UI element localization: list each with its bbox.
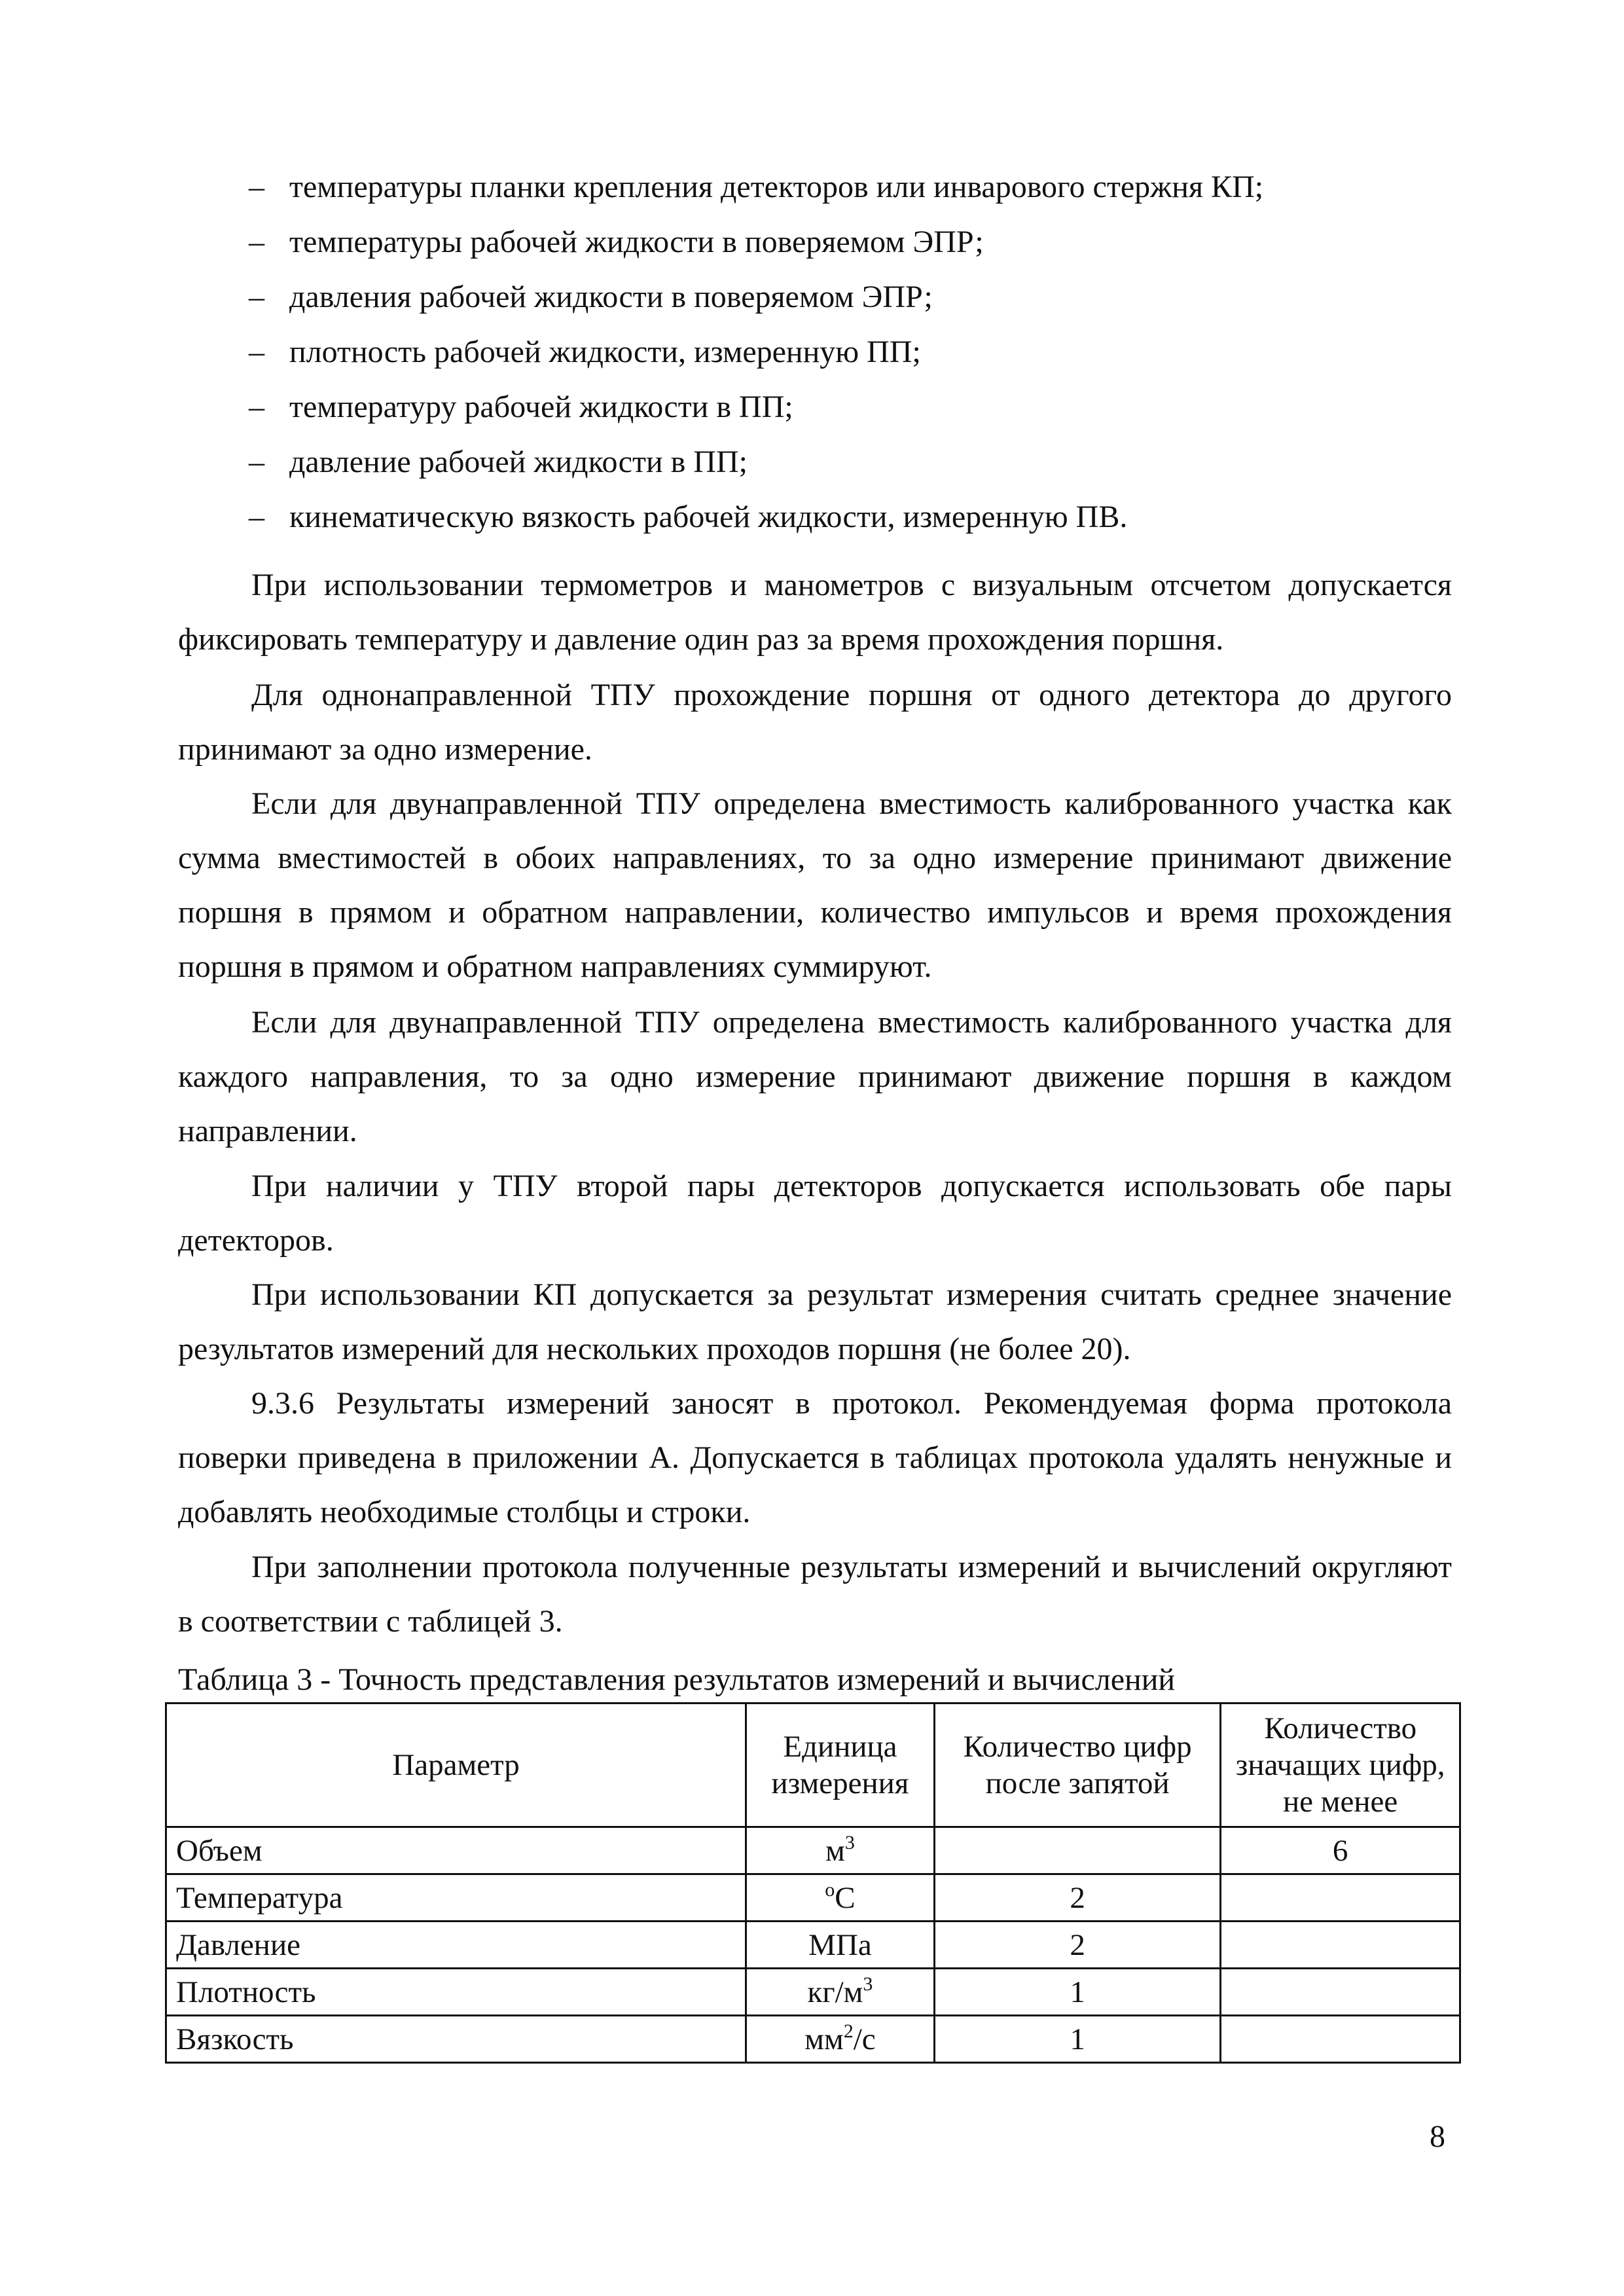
cell-unit: $мм^2/с$: [746, 2016, 935, 2063]
paragraph-rounding: При заполнении протокола полученные результаты измерений и вычислений округляют в соответствии с таблицей 3.: [178, 1550, 1452, 1639]
cell-unit: $^o$С: [746, 1874, 935, 1922]
list-item: [249, 279, 1473, 334]
table-row: [166, 1827, 1460, 1874]
cell-significant: 6: [1221, 1827, 1460, 1874]
cell-unit: $кг/м^3$: [746, 1969, 935, 2016]
cell-parameter: Температура: [166, 1874, 746, 1922]
list-item: [249, 224, 1473, 279]
list-item: [249, 334, 1473, 389]
page-number: 8: [1430, 2119, 1445, 2154]
cell-significant: [1221, 1969, 1460, 2016]
paragraph-bidirectional-each: Если для двунаправленной ТПУ определена вместимость калиброванного участка для каждого направления, то за одно измерение принимают движение поршня в каждом направлении.: [178, 1005, 1452, 1148]
precision-table: [165, 1702, 1461, 2064]
header-significant: Количество значащих цифр, не менее: [1221, 1704, 1460, 1827]
table-row: [166, 1969, 1460, 2016]
table-row: [166, 2016, 1460, 2063]
bullet-list: [249, 169, 1473, 554]
header-decimals: Количество цифр после запятой: [934, 1704, 1220, 1827]
table-header-row: [166, 1704, 1460, 1827]
paragraph-section-9-3-6: 9.3.6 Результаты измерений заносят в протокол. Рекомендуемая форма протокола поверки приведена в приложении А. Допускается в таблицах протокола удалять ненужные и добавлять необходимые столбцы и строки.: [178, 1386, 1452, 1529]
paragraph-second-detectors: При наличии у ТПУ второй пары детекторов допускается использовать обе пары детекторов.: [178, 1169, 1452, 1258]
cell-significant: [1221, 1922, 1460, 1969]
cell-parameter: Давление: [166, 1922, 746, 1969]
list-item-text: температуру рабочей жидкости в ПП;: [289, 390, 793, 424]
dash-marker: –: [249, 225, 264, 259]
cell-unit: $м^3$: [746, 1827, 935, 1874]
list-item: [249, 444, 1473, 499]
paragraph-bidirectional-sum: Если для двунаправленной ТПУ определена вместимость калиброванного участка как сумма вместимостей в обоих направлениях, то за одно измерение принимают движение поршня в прямом и обратном направлении, количество импульсов и время прохождения поршня в прямом и обратном направлениях суммируют.: [178, 786, 1452, 984]
dash-marker: –: [249, 445, 264, 479]
cell-decimals: 1: [934, 1969, 1220, 2016]
cell-parameter: Объем: [166, 1827, 746, 1874]
list-item-text: температуры рабочей жидкости в поверяемом ЭПР;: [289, 225, 984, 259]
paragraph-unidirectional: Для однонаправленной ТПУ прохождение поршня от одного детектора до другого принимают за одно измерение.: [178, 678, 1452, 767]
table-caption: Таблица 3 - Точность представления результатов измерений и вычислений: [178, 1662, 1176, 1697]
list-item: [249, 499, 1473, 554]
dash-marker: –: [249, 280, 264, 314]
cell-decimals: 1: [934, 2016, 1220, 2063]
header-unit: Единица измерения: [746, 1704, 935, 1827]
cell-significant: [1221, 1874, 1460, 1922]
dash-marker: –: [249, 500, 264, 534]
list-item-text: кинематическую вязкость рабочей жидкости, измеренную ПВ.: [289, 500, 1128, 534]
dash-marker: –: [249, 390, 264, 424]
dash-marker: –: [249, 335, 264, 369]
header-parameter: Параметр: [166, 1704, 746, 1827]
paragraph-kp-average: При использовании КП допускается за результат измерения считать среднее значение результатов измерений для нескольких проходов поршня (не более 20).: [178, 1277, 1452, 1366]
cell-significant: [1221, 2016, 1460, 2063]
cell-decimals: [934, 1827, 1220, 1874]
cell-decimals: 2: [934, 1874, 1220, 1922]
list-item-text: температуры планки крепления детекторов или инварового стержня КП;: [289, 170, 1264, 204]
table-row: [166, 1874, 1460, 1922]
list-item-text: плотность рабочей жидкости, измеренную ПП;: [289, 335, 921, 369]
cell-unit: МПа: [746, 1922, 935, 1969]
table-row: [166, 1922, 1460, 1969]
paragraph-thermometers: При использовании термометров и манометров с визуальным отсчетом допускается фиксировать температуру и давление один раз за время прохождения поршня.: [178, 568, 1452, 657]
list-item-text: давления рабочей жидкости в поверяемом ЭПР;: [289, 280, 933, 314]
cell-parameter: Плотность: [166, 1969, 746, 2016]
list-item: [249, 169, 1473, 224]
cell-decimals: 2: [934, 1922, 1220, 1969]
dash-marker: –: [249, 170, 264, 204]
list-item-text: давление рабочей жидкости в ПП;: [289, 445, 748, 479]
cell-parameter: Вязкость: [166, 2016, 746, 2063]
list-item: [249, 389, 1473, 444]
